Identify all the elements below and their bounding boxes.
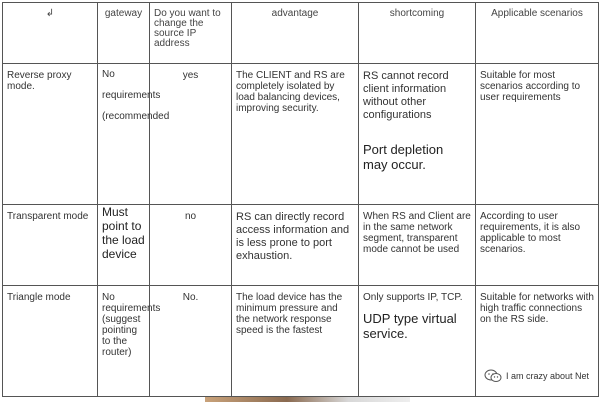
gateway-cell: Must point to the load device [98,205,150,286]
header-shortcoming: shortcoming [359,3,476,64]
gateway-cell: No requirements (recommended [98,64,150,205]
scenarios-cell: According to user requirements, it is also applicable to most scenarios. [476,205,599,286]
shortcoming-cell: When RS and Client are in the same network segment, transparent mode cannot be used [359,205,476,286]
scenarios-cell: Suitable for networks with high traffic connections on the RS side. [476,286,599,397]
header-row [3,3,599,64]
mode-cell: Transparent mode [3,205,98,286]
watermark [484,364,594,388]
table-row [3,205,599,286]
advantage-cell: The CLIENT and RS are completely isolated by load balancing devices, improving security. [232,64,359,205]
mode-cell: Triangle mode [3,286,98,397]
change-ip-cell: no [150,205,232,286]
advantage-cell: RS can directly record access information and is less prone to port exhaustion. [232,205,359,286]
scenarios-cell: Suitable for most scenarios according to user requirements [476,64,599,205]
gateway-cell: No requirements (suggest pointing to the router) [98,286,150,397]
mode-cell: Reverse proxy mode. [3,64,98,205]
header-scenarios: Applicable scenarios [476,3,599,64]
header-advantage: advantage [232,3,359,64]
change-ip-cell: No. [150,286,232,397]
bottom-image-strip [205,397,410,402]
shortcoming-cell: RS cannot record client information without other configurations Port depletion may occur. [359,64,476,205]
header-corner [3,3,98,64]
corner-mark: ↲ [45,8,55,19]
table-row [3,64,599,205]
shortcoming-cell: Only supports IP, TCP. UDP type virtual service. [359,286,476,397]
watermark-text: I am crazy about Net [506,370,590,381]
advantage-cell: The load device has the minimum pressure and the network response speed is the fastest [232,286,359,397]
header-gateway: gateway [98,3,150,64]
change-ip-cell: yes [150,64,232,205]
header-change-ip: Do you want to change the source IP address [150,3,232,64]
comparison-table [2,2,599,397]
wechat-icon [484,369,502,383]
